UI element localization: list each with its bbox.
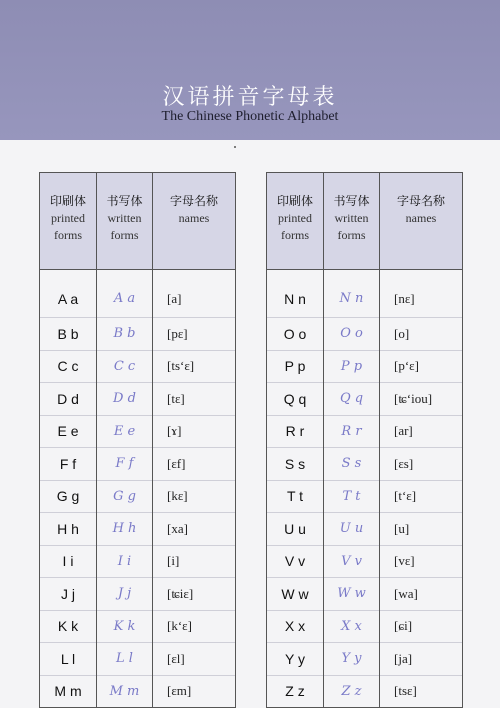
- written-form-cell: W w: [324, 578, 380, 611]
- written-form-cell: G g: [97, 480, 153, 513]
- alphabet-table-left: [39, 172, 235, 708]
- written-form-cell: N n: [324, 270, 380, 318]
- letter-name-cell: [ɛf]: [153, 448, 236, 481]
- written-form-cell: P p: [324, 350, 380, 383]
- letter-row: [40, 448, 236, 481]
- written-form-cell: B b: [97, 318, 153, 351]
- letter-name-cell: [a]: [153, 270, 236, 318]
- letter-name-cell: [ʨʻiou]: [380, 383, 463, 416]
- letter-name-cell: [ɛl]: [153, 643, 236, 676]
- letter-name-cell: [pɛ]: [153, 318, 236, 351]
- letter-name-cell: [ʨiɛ]: [153, 578, 236, 611]
- page-title: 汉语拼音字母表: [162, 85, 338, 110]
- written-form-cell: D d: [97, 383, 153, 416]
- print-speck: [234, 146, 236, 148]
- letter-row: [40, 545, 236, 578]
- printed-form-cell: L l: [40, 643, 97, 676]
- written-form-cell: L l: [97, 643, 153, 676]
- column-header-names: 字母名称 names: [153, 173, 236, 270]
- letter-row: [40, 383, 236, 416]
- letter-name-cell: [o]: [380, 318, 463, 351]
- letter-name-cell: [ɛm]: [153, 675, 236, 708]
- printed-form-cell: P p: [267, 350, 324, 383]
- letter-name-cell: [nɛ]: [380, 270, 463, 318]
- letter-row: [40, 610, 236, 643]
- letter-row: [267, 578, 463, 611]
- letter-row: [267, 675, 463, 708]
- letter-row: [267, 545, 463, 578]
- printed-form-cell: A a: [40, 270, 97, 318]
- written-form-cell: K k: [97, 610, 153, 643]
- printed-form-cell: K k: [40, 610, 97, 643]
- written-form-cell: O o: [324, 318, 380, 351]
- page-subtitle: The Chinese Phonetic Alphabet: [161, 109, 339, 124]
- letter-name-cell: [u]: [380, 513, 463, 546]
- written-form-cell: S s: [324, 448, 380, 481]
- letter-name-cell: [i]: [153, 545, 236, 578]
- letter-name-cell: [kɛ]: [153, 480, 236, 513]
- letter-row: [267, 318, 463, 351]
- printed-form-cell: X x: [267, 610, 324, 643]
- letter-name-cell: [pʻɛ]: [380, 350, 463, 383]
- written-form-cell: Z z: [324, 675, 380, 708]
- written-form-cell: T t: [324, 480, 380, 513]
- written-form-cell: U u: [324, 513, 380, 546]
- printed-form-cell: U u: [267, 513, 324, 546]
- printed-form-cell: T t: [267, 480, 324, 513]
- letter-row: [267, 480, 463, 513]
- printed-form-cell: G g: [40, 480, 97, 513]
- letter-name-cell: [vɛ]: [380, 545, 463, 578]
- column-header-written: 书写体 written forms: [97, 173, 153, 270]
- letter-name-cell: [tsɛ]: [380, 675, 463, 708]
- printed-form-cell: E e: [40, 415, 97, 448]
- written-form-cell: I i: [97, 545, 153, 578]
- printed-form-cell: I i: [40, 545, 97, 578]
- title-banner: [0, 0, 500, 140]
- letter-name-cell: [tsʻɛ]: [153, 350, 236, 383]
- printed-form-cell: H h: [40, 513, 97, 546]
- letter-name-cell: [tɛ]: [153, 383, 236, 416]
- printed-form-cell: J j: [40, 578, 97, 611]
- letter-row: [267, 350, 463, 383]
- column-header-names: 字母名称 names: [380, 173, 463, 270]
- letter-name-cell: [ɛs]: [380, 448, 463, 481]
- letter-row: [267, 448, 463, 481]
- written-form-cell: J j: [97, 578, 153, 611]
- printed-form-cell: Z z: [267, 675, 324, 708]
- letter-row: [267, 383, 463, 416]
- printed-form-cell: M m: [40, 675, 97, 708]
- printed-form-cell: V v: [267, 545, 324, 578]
- printed-form-cell: Y y: [267, 643, 324, 676]
- letter-name-cell: [ɤ]: [153, 415, 236, 448]
- printed-form-cell: D d: [40, 383, 97, 416]
- printed-form-cell: W w: [267, 578, 324, 611]
- written-form-cell: A a: [97, 270, 153, 318]
- written-form-cell: F f: [97, 448, 153, 481]
- printed-form-cell: Q q: [267, 383, 324, 416]
- printed-form-cell: R r: [267, 415, 324, 448]
- written-form-cell: V v: [324, 545, 380, 578]
- letter-row: [40, 480, 236, 513]
- written-form-cell: C c: [97, 350, 153, 383]
- alphabet-table-right: [266, 172, 462, 708]
- written-form-cell: Q q: [324, 383, 380, 416]
- letter-name-cell: [ar]: [380, 415, 463, 448]
- written-form-cell: E e: [97, 415, 153, 448]
- letter-row: [40, 270, 236, 318]
- column-header-printed: 印刷体 printed forms: [267, 173, 324, 270]
- printed-form-cell: B b: [40, 318, 97, 351]
- letter-name-cell: [ja]: [380, 643, 463, 676]
- written-form-cell: H h: [97, 513, 153, 546]
- letter-name-cell: [kʻɛ]: [153, 610, 236, 643]
- letter-row: [40, 578, 236, 611]
- letter-row: [40, 415, 236, 448]
- letter-row: [267, 610, 463, 643]
- letter-row: [40, 643, 236, 676]
- printed-form-cell: N n: [267, 270, 324, 318]
- printed-form-cell: C c: [40, 350, 97, 383]
- letter-row: [40, 350, 236, 383]
- letter-row: [267, 513, 463, 546]
- letter-row: [40, 513, 236, 546]
- letter-row: [267, 415, 463, 448]
- letter-row: [267, 643, 463, 676]
- written-form-cell: X x: [324, 610, 380, 643]
- written-form-cell: R r: [324, 415, 380, 448]
- letter-name-cell: [xa]: [153, 513, 236, 546]
- column-header-printed: 印刷体 printed forms: [40, 173, 97, 270]
- written-form-cell: M m: [97, 675, 153, 708]
- written-form-cell: Y y: [324, 643, 380, 676]
- letter-name-cell: [wa]: [380, 578, 463, 611]
- letter-name-cell: [ɕi]: [380, 610, 463, 643]
- column-header-written: 书写体 written forms: [324, 173, 380, 270]
- printed-form-cell: S s: [267, 448, 324, 481]
- printed-form-cell: O o: [267, 318, 324, 351]
- letter-name-cell: [tʻɛ]: [380, 480, 463, 513]
- letter-row: [267, 270, 463, 318]
- printed-form-cell: F f: [40, 448, 97, 481]
- letter-row: [40, 318, 236, 351]
- letter-row: [40, 675, 236, 708]
